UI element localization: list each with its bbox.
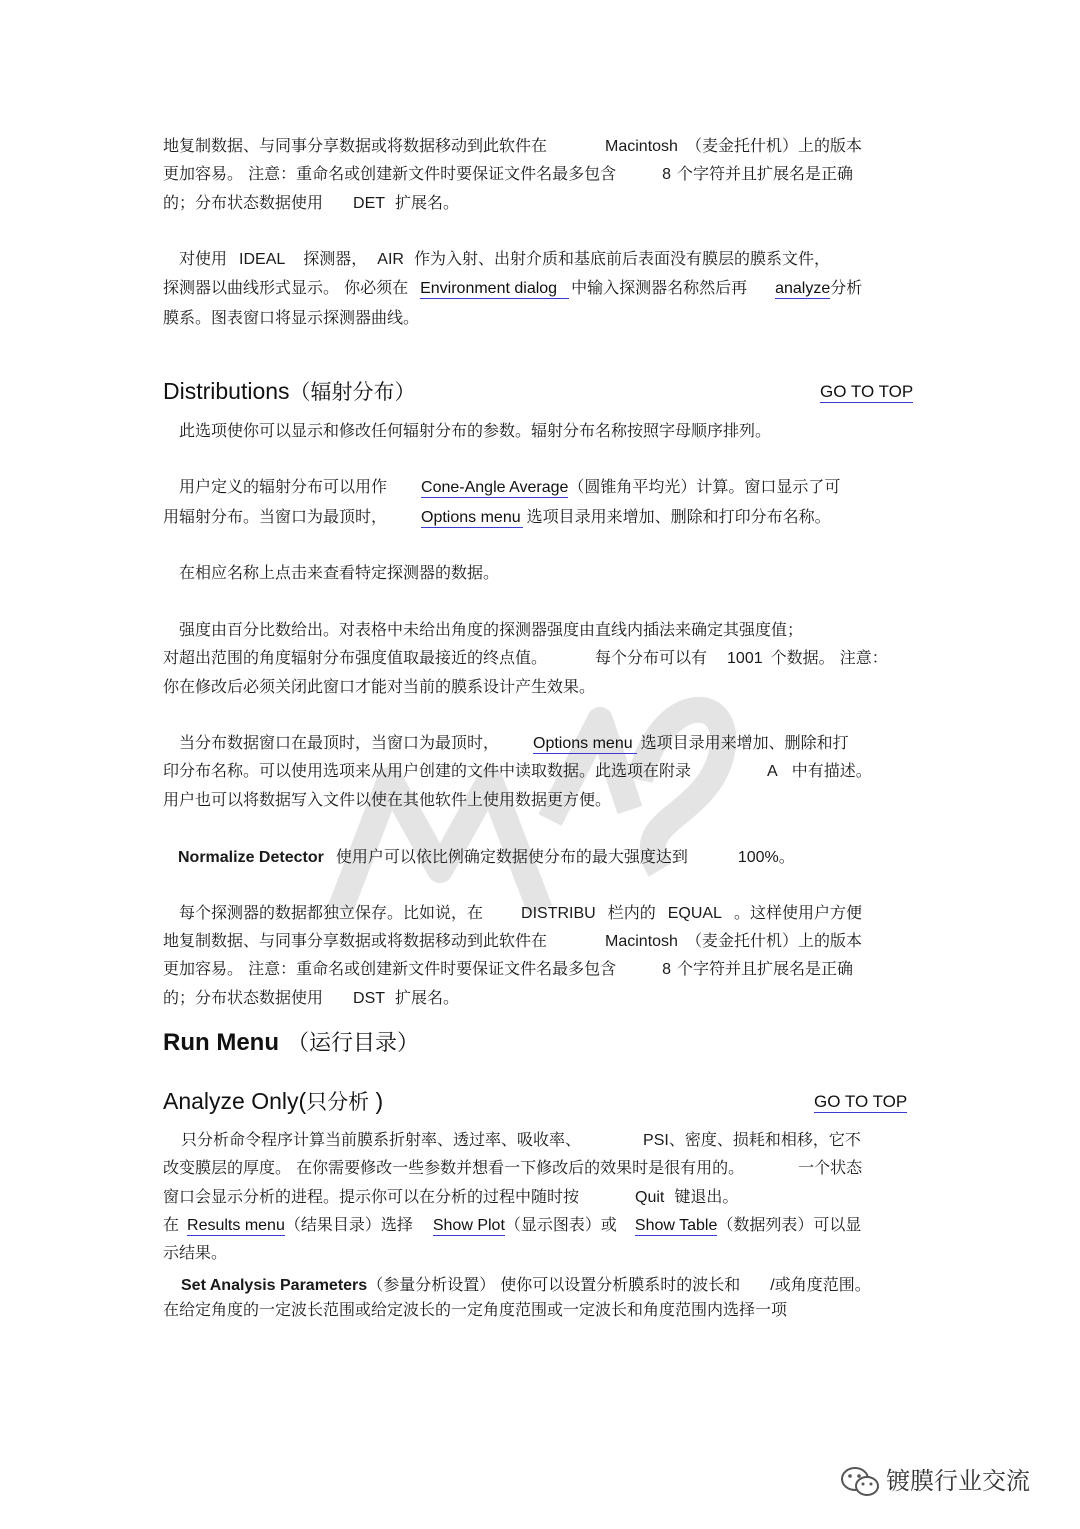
para-line: Normalize Detector 使用户可以依比例确定数据使分布的最大强度达到 100%。: [178, 847, 795, 866]
normalize-detector-label: Normalize Detector: [178, 849, 324, 866]
para-line: 地复制数据、与同事分享数据或将数据移动到此软件在 Macintosh （麦金托什机）上的版本: [163, 931, 862, 950]
options-menu-link[interactable]: Options menu: [421, 509, 521, 526]
para-line: 窗口会显示分析的进程。提示你可以在分析的过程中随时按 Quit 键退出。: [163, 1187, 739, 1206]
para-line: 在相应名称上点击来查看特定探测器的数据。: [179, 563, 500, 582]
show-table-link[interactable]: Show Table: [634, 1217, 718, 1234]
section-heading-analyze-only: Analyze Only(只分析 ): [163, 1088, 384, 1114]
para-line: 当分布数据窗口在最顶时，当窗口为最顶时， Options menu 选项目录用来增加、删除和打: [179, 733, 849, 752]
options-menu-link[interactable]: Options menu: [533, 735, 637, 754]
para-line: 用辐射分布。当窗口为最顶时， Options menu 选项目录用来增加、删除和打印分布名称。: [163, 507, 831, 526]
show-plot-link[interactable]: Show Plot: [432, 1217, 505, 1234]
section-heading-run-menu: Run Menu （运行目录）: [163, 1029, 419, 1056]
para-line: 对使用 IDEAL 探测器， AIR 作为入射、出射介质和基底前后表面没有膜层的膜系文件，: [179, 249, 830, 268]
cone-angle-average-link[interactable]: Cone-Angle Average: [421, 479, 569, 496]
set-analysis-parameters-label: Set Analysis Parameters: [181, 1277, 368, 1294]
footer-brand: 镀膜行业交流: [840, 1465, 1030, 1499]
environment-dialog-link[interactable]: Environment dialog: [420, 280, 569, 299]
para-line: 对超出范围的角度辐射分布强度值取最接近的终点值。 每个分布可以有 1001 个数据。 注意：: [163, 648, 888, 667]
go-to-top-link[interactable]: GO TO TOP: [820, 382, 914, 401]
results-menu-link[interactable]: Results menu: [187, 1217, 285, 1234]
para-line: 探测器以曲线形式显示。 你必须在 Environment dialog 中输入探测器名称然后再 analyze分析: [163, 278, 863, 297]
go-to-top-link[interactable]: GO TO TOP: [814, 1092, 908, 1111]
para-line: 更加容易。 注意：重命名或创建新文件时要保证文件名最多包含 8 个字符并且扩展名是正确: [163, 164, 854, 183]
para-line: 示结果。: [163, 1243, 228, 1262]
para-line: 更加容易。 注意：重命名或创建新文件时要保证文件名最多包含 8 个字符并且扩展名是正确: [163, 959, 854, 978]
para-line: 每个探测器的数据都独立保存。比如说，在 DISTRIBU 栏内的 EQUAL 。这样使用户方便: [179, 903, 862, 922]
para-line: 用户也可以将数据写入文件以使在其他软件上使用数据更方便。: [163, 790, 612, 809]
para-line: Set Analysis Parameters（参量分析设置） 使你可以设置分析膜系时的波长和 /或角度范围。: [181, 1275, 871, 1294]
para-line: 地复制数据、与同事分享数据或将数据移动到此软件在 Macintosh （麦金托什机）上的版本: [163, 136, 862, 155]
para-line: 此选项使你可以显示和修改任何辐射分布的参数。辐射分布名称按照字母顺序排列。: [179, 421, 772, 440]
para-line: 的；分布状态数据使用 DST 扩展名。: [163, 988, 460, 1007]
para-line: 在 Results menu（结果目录）选择 Show Plot（显示图表）或 Show Table（数据列表）可以显: [163, 1215, 862, 1234]
para-line: 在给定角度的一定波长范围或给定波长的一定角度范围或一定波长和角度范围内选择一项: [163, 1300, 788, 1319]
para-line: 只分析命令程序计算当前膜系折射率、透过率、吸收率、 PSI、密度、损耗和相移，它不: [181, 1130, 861, 1149]
para-line: 你在修改后必须关闭此窗口才能对当前的膜系设计产生效果。: [163, 677, 596, 696]
para-line: 用户定义的辐射分布可以用作 Cone-Angle Average（圆锥角平均光）计算。窗口显示了可: [179, 477, 841, 496]
para-line: 膜系。图表窗口将显示探测器曲线。: [163, 308, 420, 327]
para-line: 印分布名称。可以使用选项来从用户创建的文件中读取数据。此选项在附录 A 中有描述。: [163, 761, 872, 780]
wechat-icon: [840, 1465, 880, 1499]
para-line: 的；分布状态数据使用 DET 扩展名。: [163, 193, 460, 212]
section-heading-distributions: Distributions（辐射分布）: [163, 378, 416, 404]
analyze-link[interactable]: analyze: [775, 280, 831, 297]
para-line: 强度由百分比数给出。对表格中未给出角度的探测器强度由直线内插法来确定其强度值；: [179, 620, 804, 639]
para-line: 改变膜层的厚度。 在你需要修改一些参数并想看一下修改后的效果时是很有用的。 一个状态: [163, 1158, 863, 1177]
